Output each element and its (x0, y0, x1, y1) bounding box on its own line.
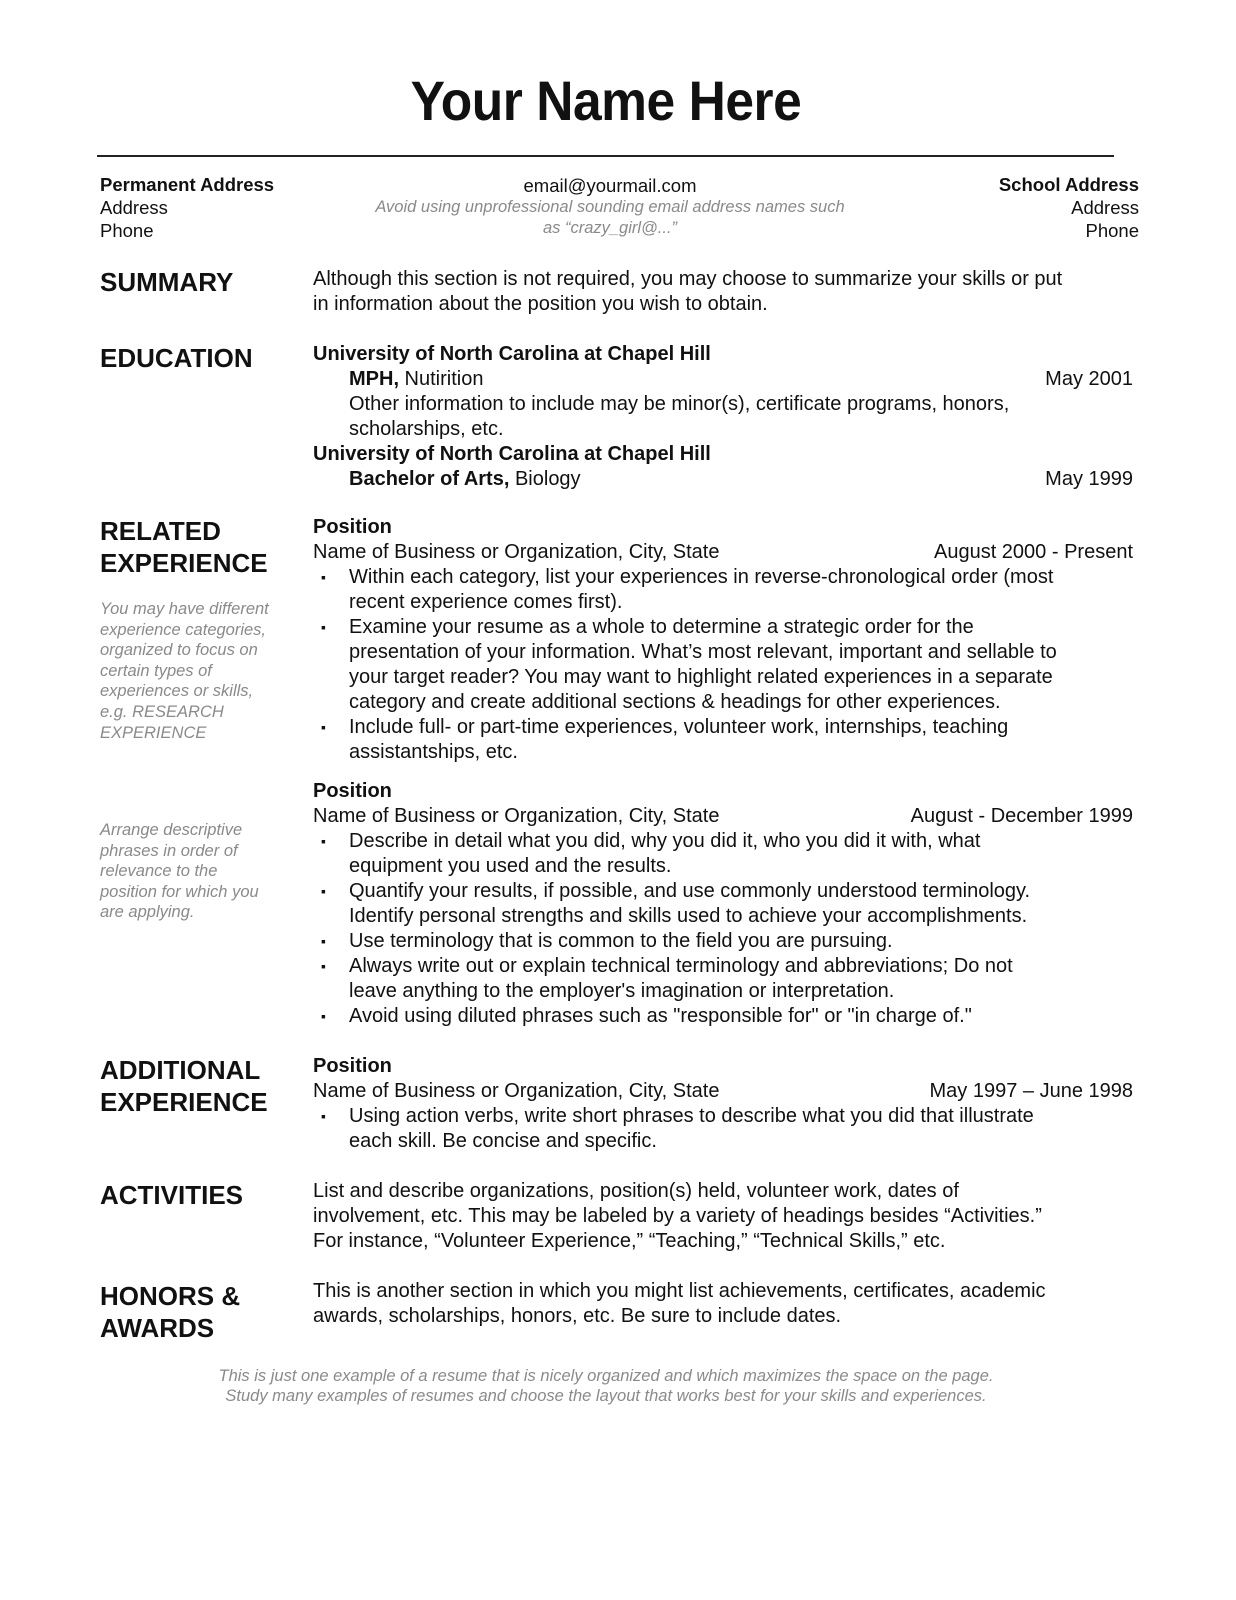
honors-line: awards, scholarships, honors, etc. Be sure to include dates. (313, 1305, 842, 1327)
summary-heading: SUMMARY (100, 267, 234, 297)
activities-heading: ACTIVITIES (100, 1180, 244, 1210)
note-line: experiences or skills, (100, 682, 254, 701)
school-address-heading: School Address (998, 174, 1139, 195)
heading-line: AWARDS (100, 1313, 215, 1343)
position-bullets (313, 565, 1133, 765)
bullet-line: Examine your resume as a whole to determine a strategic order for the (349, 616, 974, 638)
permanent-address-block (100, 173, 274, 242)
heading-line: HONORS & (100, 1281, 241, 1311)
bullet-item (313, 1004, 1133, 1029)
heading-line: EXPERIENCE (100, 548, 268, 578)
bullet-icon: ▪ (321, 833, 326, 849)
bullet-line: Within each category, list your experiences in reverse-chronological order (most (349, 566, 1054, 588)
bullet-icon: ▪ (321, 883, 326, 899)
activities-line: For instance, “Volunteer Experience,” “Teaching,” “Technical Skills,” etc. (313, 1230, 946, 1252)
email-note-line1: Avoid using unprofessional sounding email address names such (375, 198, 845, 216)
position-date: August 2000 - Present (933, 541, 1133, 563)
bullet-item (313, 715, 1133, 765)
education-date: May 2001 (1045, 368, 1133, 390)
bullet-icon: ▪ (321, 1108, 326, 1124)
arrange-phrases-note (100, 820, 300, 923)
activities-line: involvement, etc. This may be labeled by a variety of headings besides “Activities.” (313, 1205, 1042, 1227)
bullet-icon: ▪ (321, 569, 326, 585)
bullet-item (313, 954, 1133, 1004)
education-date: May 1999 (1045, 468, 1133, 490)
footer-note (0, 1366, 1212, 1406)
bullet-line: your target reader? You may want to highlight related experiences in a separate (349, 666, 1053, 688)
education-school: University of North Carolina at Chapel Hill (313, 443, 711, 465)
bullet-icon: ▪ (321, 1008, 326, 1024)
related-experience-heading (100, 515, 268, 579)
bullet-line: Avoid using diluted phrases such as "responsible for" or "in charge of." (349, 1005, 972, 1027)
bullet-line: Quantify your results, if possible, and use commonly understood terminology. (349, 880, 1031, 902)
bullet-line: each skill. Be concise and specific. (349, 1130, 657, 1152)
school-address: Address (1071, 197, 1139, 218)
position-bullets (313, 829, 1133, 1029)
bullet-line: category and create additional sections & headings for other experiences. (349, 691, 1001, 713)
note-line: EXPERIENCE (100, 723, 207, 742)
education-degree: Bachelor of Arts, (349, 468, 510, 490)
bullet-item (313, 879, 1133, 929)
summary-line: Although this section is not required, you may choose to summarize your skills or put (313, 268, 1063, 290)
position-title: Position (313, 516, 392, 538)
page-title: Your Name Here (410, 69, 802, 132)
summary-body (313, 267, 1133, 317)
bullet-icon: ▪ (321, 958, 326, 974)
bullet-icon: ▪ (321, 619, 326, 635)
note-line: relevance to the (100, 862, 218, 881)
related-position-1 (313, 515, 1133, 765)
bullet-item (313, 615, 1133, 715)
heading-line: ADDITIONAL (100, 1055, 261, 1085)
bullet-line: Using action verbs, write short phrases to describe what you did that illustrate (349, 1105, 1034, 1127)
education-field: Nutirition (399, 368, 484, 390)
bullet-line: Identify personal strengths and skills used to achieve your accomplishments. (349, 905, 1028, 927)
position-org-row (313, 804, 1133, 829)
permanent-address-heading: Permanent Address (100, 174, 275, 195)
education-degree: MPH, (349, 368, 399, 390)
note-line: You may have different (100, 600, 269, 618)
header-divider (97, 155, 1114, 157)
email-address: email@yourmail.com (523, 175, 697, 196)
honors-heading (100, 1280, 240, 1344)
honors-body (313, 1279, 1133, 1329)
email-note-line2: as “crazy_girl@...” (542, 219, 678, 237)
bullet-line: Use terminology that is common to the field you are pursuing. (349, 930, 893, 952)
position-org-row (313, 540, 1133, 565)
bullet-item (313, 1104, 1133, 1154)
bullet-line: leave anything to the employer's imagination or interpretation. (349, 980, 895, 1002)
position-org: Name of Business or Organization, City, State (313, 541, 720, 563)
related-experience-note (100, 599, 300, 743)
school-address-block (999, 173, 1139, 242)
note-line: are applying. (100, 903, 195, 922)
position-date: August - December 1999 (910, 805, 1133, 827)
education-field: Biology (509, 468, 581, 490)
note-line: position for which you (100, 882, 259, 901)
note-line: certain types of (100, 661, 212, 680)
position-org: Name of Business or Organization, City, State (313, 805, 720, 827)
summary-line: in information about the position you wish to obtain. (313, 293, 768, 315)
bullet-line: Include full- or part-time experiences, volunteer work, internships, teaching (349, 716, 1009, 738)
note-line: phrases in order of (100, 841, 238, 860)
bullet-line: equipment you used and the results. (349, 855, 672, 877)
bullet-item (313, 565, 1133, 615)
education-other: scholarships, etc. (349, 418, 504, 440)
note-line: organized to focus on (100, 641, 258, 660)
school-phone: Phone (1085, 220, 1139, 241)
position-title: Position (313, 1055, 392, 1077)
bullet-item (313, 829, 1133, 879)
activities-line: List and describe organizations, position(s) held, volunteer work, dates of (313, 1180, 959, 1202)
additional-experience-heading (100, 1054, 268, 1118)
education-body (313, 342, 1133, 492)
education-school: University of North Carolina at Chapel Hill (313, 343, 711, 365)
heading-line: RELATED (100, 516, 221, 546)
position-date: May 1997 – June 1998 (929, 1080, 1133, 1102)
position-org: Name of Business or Organization, City, State (313, 1080, 720, 1102)
bullet-line: Always write out or explain technical terminology and abbreviations; Do not (349, 955, 1013, 977)
position-org-row (313, 1079, 1133, 1104)
position-title: Position (313, 780, 392, 802)
bullet-line: Describe in detail what you did, why you did it, who you did it with, what (349, 830, 981, 852)
bullet-item (313, 929, 1133, 954)
bullet-line: assistantships, etc. (349, 741, 518, 763)
permanent-address: Address (100, 197, 168, 218)
position-bullets (313, 1104, 1133, 1154)
footer-line: Study many examples of resumes and choose the layout that works best for your skills and experiences. (225, 1387, 987, 1405)
footer-line: This is just one example of a resume that is nicely organized and which maximizes the space on the page. (218, 1367, 994, 1385)
note-line: experience categories, (100, 620, 267, 639)
note-line: e.g. RESEARCH (100, 702, 224, 721)
bullet-line: presentation of your information. What’s most relevant, important and sellable to (349, 641, 1057, 663)
bullet-icon: ▪ (321, 719, 326, 735)
permanent-phone: Phone (100, 220, 154, 241)
related-position-2 (313, 779, 1133, 1029)
bullet-icon: ▪ (321, 933, 326, 949)
education-other: Other information to include may be minor(s), certificate programs, honors, (349, 393, 1010, 415)
education-degree-row (313, 367, 1133, 392)
additional-position (313, 1054, 1133, 1154)
honors-line: This is another section in which you might list achievements, certificates, academic (313, 1280, 1046, 1302)
education-degree-row (313, 467, 1133, 492)
activities-body (313, 1179, 1133, 1254)
note-line: Arrange descriptive (100, 821, 243, 839)
heading-line: EXPERIENCE (100, 1087, 268, 1117)
email-block (345, 174, 875, 239)
bullet-line: recent experience comes first). (349, 591, 623, 613)
education-heading: EDUCATION (100, 343, 253, 373)
